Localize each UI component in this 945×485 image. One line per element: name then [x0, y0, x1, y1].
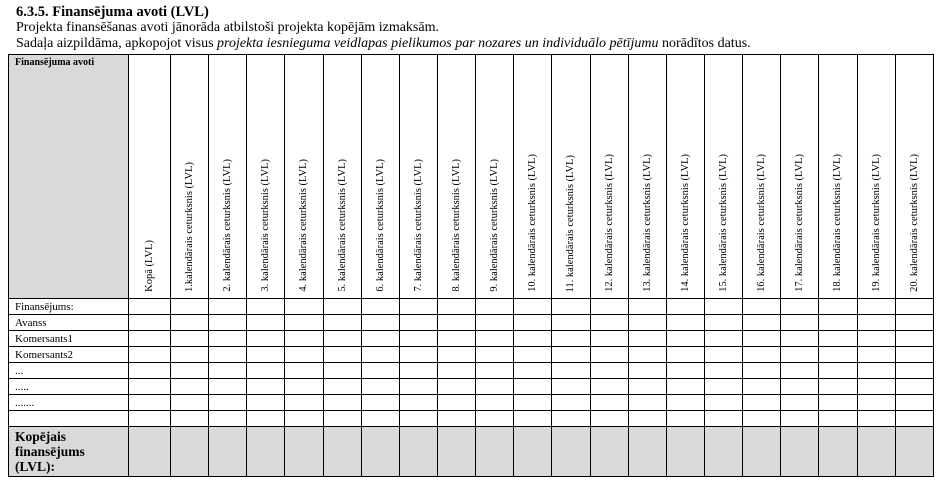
column-header-label: 13. kalendārais ceturksnis (LVL) — [641, 154, 653, 292]
column-header — [895, 55, 933, 299]
table-cell[interactable] — [437, 395, 475, 411]
table-cell[interactable] — [476, 331, 514, 347]
table-cell[interactable] — [361, 379, 399, 395]
table-cell[interactable] — [247, 363, 285, 379]
table-cell[interactable] — [895, 395, 933, 411]
table-cell[interactable] — [323, 331, 361, 347]
table-cell[interactable] — [819, 379, 857, 395]
column-header — [514, 55, 552, 299]
column-header-label: 14. kalendārais ceturksnis (LVL) — [679, 154, 691, 292]
total-cell[interactable] — [399, 427, 437, 477]
table-cell[interactable] — [743, 411, 781, 427]
total-cell[interactable] — [361, 427, 399, 477]
total-cell[interactable] — [514, 427, 552, 477]
table-cell[interactable] — [895, 411, 933, 427]
table-cell[interactable] — [743, 395, 781, 411]
table-cell[interactable] — [704, 299, 742, 315]
table-cell[interactable] — [552, 411, 590, 427]
table-cell[interactable] — [666, 331, 704, 347]
column-header-label: 10. kalendārais ceturksnis (LVL) — [527, 154, 539, 292]
table-cell[interactable] — [857, 411, 895, 427]
table-cell[interactable] — [209, 363, 247, 379]
table-cell[interactable] — [895, 315, 933, 331]
column-header-label: 5. kalendārais ceturksnis (LVL) — [336, 159, 348, 292]
table-cell[interactable] — [437, 299, 475, 315]
table-cell[interactable] — [171, 411, 209, 427]
column-header — [781, 55, 819, 299]
table-cell[interactable] — [399, 347, 437, 363]
column-header-label: 18. kalendārais ceturksnis (LVL) — [832, 154, 844, 292]
column-header — [666, 55, 704, 299]
total-label: Kopējais finansējums (LVL): — [9, 427, 129, 477]
table-cell[interactable] — [895, 299, 933, 315]
column-header — [399, 55, 437, 299]
table-cell[interactable] — [209, 331, 247, 347]
total-cell[interactable] — [895, 427, 933, 477]
column-header-row — [9, 55, 934, 299]
table-cell[interactable] — [743, 379, 781, 395]
column-header — [285, 55, 323, 299]
table-cell[interactable] — [743, 299, 781, 315]
table-cell[interactable] — [857, 347, 895, 363]
table-cell[interactable] — [704, 347, 742, 363]
table-cell[interactable] — [247, 299, 285, 315]
table-cell[interactable] — [437, 315, 475, 331]
table-cell[interactable] — [666, 299, 704, 315]
table-cell[interactable] — [514, 315, 552, 331]
intro-line-2-end: norādītos datus. — [658, 36, 751, 51]
table-cell[interactable] — [247, 379, 285, 395]
table-cell[interactable] — [361, 347, 399, 363]
column-header — [171, 55, 209, 299]
table-cell[interactable] — [285, 363, 323, 379]
table-cell[interactable] — [857, 395, 895, 411]
table-cell[interactable] — [399, 299, 437, 315]
table-cell[interactable] — [895, 363, 933, 379]
table-cell[interactable] — [590, 411, 628, 427]
table-cell[interactable] — [857, 299, 895, 315]
table-cell[interactable] — [552, 379, 590, 395]
table-cell[interactable] — [209, 299, 247, 315]
table-cell[interactable] — [857, 315, 895, 331]
total-cell[interactable] — [590, 427, 628, 477]
table-cell[interactable] — [209, 379, 247, 395]
table-cell[interactable] — [129, 363, 171, 379]
table-cell[interactable] — [628, 315, 666, 331]
table-cell[interactable] — [285, 411, 323, 427]
table-cell[interactable] — [552, 395, 590, 411]
table-cell[interactable] — [247, 347, 285, 363]
table-cell[interactable] — [399, 315, 437, 331]
column-header-label: 8. kalendārais ceturksnis (LVL) — [451, 159, 463, 292]
intro-line-2 — [16, 36, 936, 52]
table-cell[interactable] — [209, 411, 247, 427]
column-header — [247, 55, 285, 299]
table-cell[interactable] — [514, 379, 552, 395]
table-cell[interactable] — [895, 331, 933, 347]
total-cell[interactable] — [437, 427, 475, 477]
column-header-label: 6. kalendārais ceturksnis (LVL) — [374, 159, 386, 292]
table-cell[interactable] — [476, 315, 514, 331]
table-cell[interactable] — [590, 331, 628, 347]
table-cell[interactable] — [129, 411, 171, 427]
table-row — [9, 411, 934, 427]
table-cell[interactable] — [628, 331, 666, 347]
column-header — [552, 55, 590, 299]
table-cell[interactable] — [819, 331, 857, 347]
table-cell[interactable] — [437, 331, 475, 347]
table-cell[interactable] — [781, 379, 819, 395]
table-cell[interactable] — [285, 331, 323, 347]
table-cell[interactable] — [285, 395, 323, 411]
table-cell[interactable] — [590, 347, 628, 363]
table-row — [9, 379, 934, 395]
table-cell[interactable] — [437, 363, 475, 379]
table-row — [9, 347, 934, 363]
table-cell[interactable] — [743, 315, 781, 331]
corner-label: Finansējuma avoti — [9, 55, 129, 299]
table-cell[interactable] — [628, 411, 666, 427]
table-cell[interactable] — [590, 363, 628, 379]
column-header — [590, 55, 628, 299]
intro-line-2-start: Sadaļa aizpildāma, apkopojot visus — [16, 36, 218, 51]
table-cell[interactable] — [552, 315, 590, 331]
table-cell[interactable] — [628, 347, 666, 363]
table-cell[interactable] — [590, 395, 628, 411]
table-cell[interactable] — [514, 395, 552, 411]
table-cell[interactable] — [628, 299, 666, 315]
column-header-label: 12. kalendārais ceturksnis (LVL) — [603, 154, 615, 292]
column-header-label: 9. kalendārais ceturksnis (LVL) — [489, 159, 501, 292]
table-cell[interactable] — [285, 299, 323, 315]
row-label: ..... — [9, 379, 129, 395]
row-label: ....... — [9, 395, 129, 411]
table-cell[interactable] — [819, 347, 857, 363]
table-cell[interactable] — [666, 395, 704, 411]
column-header-label: Kopā (LVL) — [144, 240, 155, 292]
table-cell[interactable] — [704, 363, 742, 379]
table-cell[interactable] — [743, 363, 781, 379]
table-cell[interactable] — [476, 395, 514, 411]
table-cell[interactable] — [399, 395, 437, 411]
table-row — [9, 395, 934, 411]
table-cell[interactable] — [171, 395, 209, 411]
table-cell[interactable] — [285, 379, 323, 395]
table-cell[interactable] — [743, 331, 781, 347]
row-label: Avanss — [9, 315, 129, 331]
table-cell[interactable] — [628, 379, 666, 395]
table-cell[interactable] — [819, 299, 857, 315]
total-cell[interactable] — [781, 427, 819, 477]
column-header-label: 19. kalendārais ceturksnis (LVL) — [870, 154, 882, 292]
intro-line-2-italic: projekta iesnieguma veidlapas pielikumos par nozares un individuālo pētījumu — [217, 36, 659, 51]
table-cell[interactable] — [704, 315, 742, 331]
table-cell[interactable] — [361, 299, 399, 315]
column-header — [437, 55, 475, 299]
column-header-label: 16. kalendārais ceturksnis (LVL) — [756, 154, 768, 292]
column-header-label: 15. kalendārais ceturksnis (LVL) — [718, 154, 730, 292]
table-cell[interactable] — [666, 315, 704, 331]
table-cell[interactable] — [666, 363, 704, 379]
table-cell[interactable] — [399, 379, 437, 395]
table-cell[interactable] — [514, 363, 552, 379]
table-cell[interactable] — [285, 347, 323, 363]
table-cell[interactable] — [552, 331, 590, 347]
column-header — [628, 55, 666, 299]
table-cell[interactable] — [437, 379, 475, 395]
table-cell[interactable] — [857, 379, 895, 395]
table-cell[interactable] — [781, 363, 819, 379]
row-label: Komersants1 — [9, 331, 129, 347]
table-cell[interactable] — [819, 315, 857, 331]
table-cell[interactable] — [399, 411, 437, 427]
column-header — [323, 55, 361, 299]
table-cell[interactable] — [129, 315, 171, 331]
table-cell[interactable] — [704, 411, 742, 427]
table-cell[interactable] — [514, 299, 552, 315]
table-cell[interactable] — [171, 379, 209, 395]
table-cell[interactable] — [361, 395, 399, 411]
row-label — [9, 411, 129, 427]
section-title: 6.3.5. Finansējuma avoti (LVL) — [16, 4, 209, 20]
table-cell[interactable] — [399, 331, 437, 347]
column-header — [476, 55, 514, 299]
row-label: ... — [9, 363, 129, 379]
column-header — [361, 55, 399, 299]
table-cell[interactable] — [129, 379, 171, 395]
table-cell[interactable] — [819, 411, 857, 427]
table-row — [9, 299, 934, 315]
table-cell[interactable] — [361, 331, 399, 347]
table-cell[interactable] — [552, 347, 590, 363]
total-cell[interactable] — [857, 427, 895, 477]
table-cell[interactable] — [781, 299, 819, 315]
table-cell[interactable] — [628, 363, 666, 379]
table-cell[interactable] — [781, 395, 819, 411]
table-cell[interactable] — [323, 315, 361, 331]
table-cell[interactable] — [476, 347, 514, 363]
table-cell[interactable] — [437, 347, 475, 363]
column-header-label: 11. kalendārais ceturksnis (LVL) — [565, 154, 577, 292]
table-cell[interactable] — [209, 347, 247, 363]
table-cell[interactable] — [704, 379, 742, 395]
table-cell[interactable] — [781, 411, 819, 427]
table-cell[interactable] — [285, 315, 323, 331]
row-label: Finansējums: — [9, 299, 129, 315]
table-cell[interactable] — [129, 299, 171, 315]
table-cell[interactable] — [857, 331, 895, 347]
table-cell[interactable] — [247, 411, 285, 427]
table-cell[interactable] — [129, 331, 171, 347]
table-cell[interactable] — [819, 395, 857, 411]
table-cell[interactable] — [590, 315, 628, 331]
column-header — [209, 55, 247, 299]
table-cell[interactable] — [171, 299, 209, 315]
table-cell[interactable] — [781, 347, 819, 363]
total-cell[interactable] — [666, 427, 704, 477]
total-row — [9, 427, 934, 477]
table-cell[interactable] — [361, 315, 399, 331]
table-cell[interactable] — [476, 363, 514, 379]
table-cell[interactable] — [476, 299, 514, 315]
column-header — [704, 55, 742, 299]
table-cell[interactable] — [323, 411, 361, 427]
total-cell[interactable] — [171, 427, 209, 477]
column-header — [819, 55, 857, 299]
table-cell[interactable] — [552, 299, 590, 315]
table-cell[interactable] — [323, 299, 361, 315]
total-cell[interactable] — [628, 427, 666, 477]
column-header — [857, 55, 895, 299]
table-cell[interactable] — [171, 347, 209, 363]
table-cell[interactable] — [857, 363, 895, 379]
table-cell[interactable] — [628, 395, 666, 411]
total-cell[interactable] — [704, 427, 742, 477]
column-header-label: 2. kalendārais ceturksnis (LVL) — [222, 159, 234, 292]
table-cell[interactable] — [323, 347, 361, 363]
column-header — [129, 55, 171, 299]
table-cell[interactable] — [895, 347, 933, 363]
table-cell[interactable] — [399, 363, 437, 379]
table-cell[interactable] — [323, 379, 361, 395]
table-cell[interactable] — [514, 411, 552, 427]
total-cell[interactable] — [743, 427, 781, 477]
table-cell[interactable] — [704, 395, 742, 411]
table-cell[interactable] — [476, 379, 514, 395]
table-cell[interactable] — [666, 411, 704, 427]
table-cell[interactable] — [590, 299, 628, 315]
table-cell[interactable] — [666, 347, 704, 363]
table-cell[interactable] — [323, 395, 361, 411]
column-header-label: 20. kalendārais ceturksnis (LVL) — [908, 154, 920, 292]
table-cell[interactable] — [514, 347, 552, 363]
table-cell[interactable] — [781, 331, 819, 347]
table-cell[interactable] — [171, 331, 209, 347]
financing-sources-table — [8, 54, 934, 477]
table-cell[interactable] — [437, 411, 475, 427]
table-cell[interactable] — [781, 315, 819, 331]
table-cell[interactable] — [247, 331, 285, 347]
table-row — [9, 315, 934, 331]
table-cell[interactable] — [743, 347, 781, 363]
table-row — [9, 363, 934, 379]
total-cell[interactable] — [323, 427, 361, 477]
table-cell[interactable] — [819, 363, 857, 379]
total-cell[interactable] — [285, 427, 323, 477]
table-cell[interactable] — [209, 315, 247, 331]
table-cell[interactable] — [323, 363, 361, 379]
table-cell[interactable] — [666, 379, 704, 395]
table-cell[interactable] — [590, 379, 628, 395]
table-cell[interactable] — [514, 331, 552, 347]
table-row — [9, 331, 934, 347]
total-cell[interactable] — [476, 427, 514, 477]
table-cell[interactable] — [704, 331, 742, 347]
total-cell[interactable] — [552, 427, 590, 477]
table-cell[interactable] — [171, 315, 209, 331]
column-header — [743, 55, 781, 299]
total-cell[interactable] — [129, 427, 171, 477]
section-header — [16, 4, 936, 52]
column-header-label: 7. kalendārais ceturksnis (LVL) — [412, 159, 424, 292]
column-header-label: 3. kalendārais ceturksnis (LVL) — [260, 159, 272, 292]
table-cell[interactable] — [171, 363, 209, 379]
column-header-label: 4. kalendārais ceturksnis (LVL) — [298, 159, 310, 292]
table-cell[interactable] — [247, 395, 285, 411]
table-cell[interactable] — [476, 411, 514, 427]
table-cell[interactable] — [247, 315, 285, 331]
table-cell[interactable] — [361, 411, 399, 427]
table-cell[interactable] — [361, 363, 399, 379]
table-cell[interactable] — [129, 347, 171, 363]
total-cell[interactable] — [209, 427, 247, 477]
intro-line-1: Projekta finansēšanas avoti jānorāda atbilstoši projekta kopējām izmaksām. — [16, 20, 439, 35]
row-label: Komersants2 — [9, 347, 129, 363]
column-header-label: 17. kalendārais ceturksnis (LVL) — [794, 154, 806, 292]
total-cell[interactable] — [819, 427, 857, 477]
table-cell[interactable] — [209, 395, 247, 411]
total-cell[interactable] — [247, 427, 285, 477]
table-cell[interactable] — [552, 363, 590, 379]
table-cell[interactable] — [895, 379, 933, 395]
table-cell[interactable] — [129, 395, 171, 411]
column-header-label: 1.kalendārais ceturksnis (LVL) — [184, 162, 196, 292]
